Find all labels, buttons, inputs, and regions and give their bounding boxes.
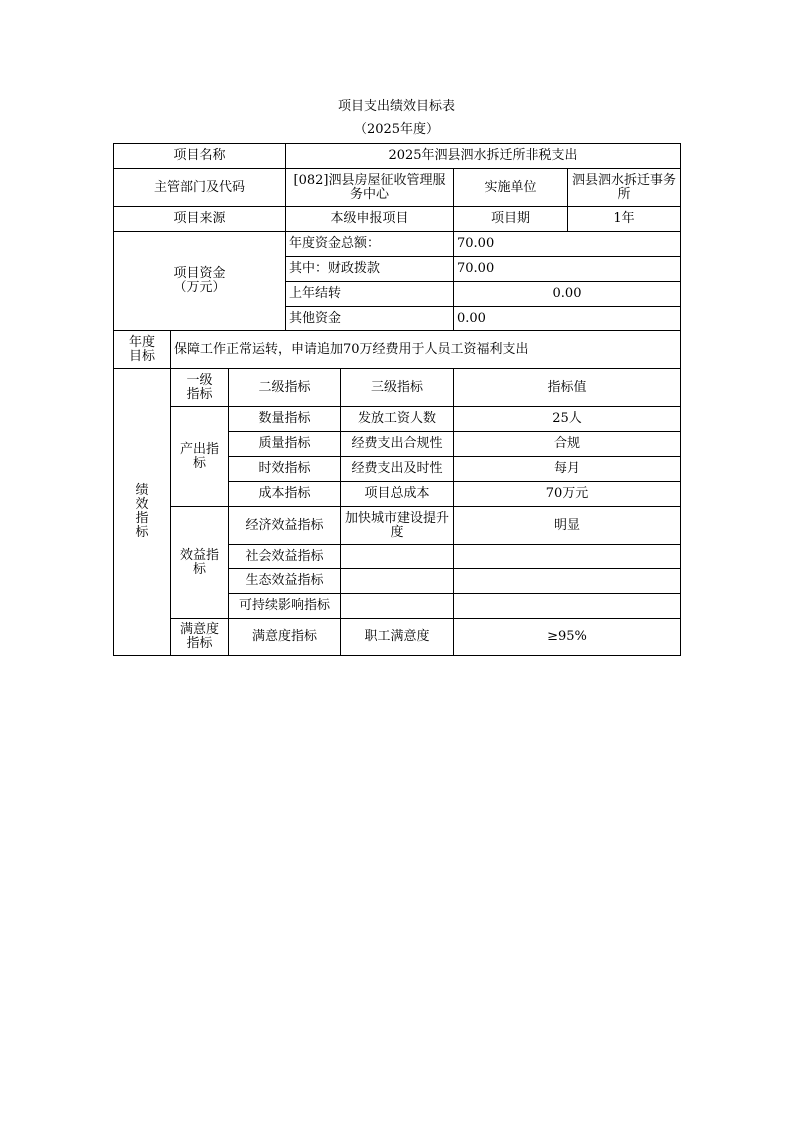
indicator-header-row [114,369,681,407]
implementing-unit-value: 泗县泗水拆迁事务所 [568,169,681,207]
indicator-level3: 项目总成本 [341,482,454,507]
indicator-value: 25人 [454,407,681,432]
annual-goal-label [114,331,171,369]
performance-target-table [113,143,681,656]
indicator-level3: 加快城市建设提升度 [341,507,454,545]
indicator-value-empty [454,545,681,569]
project-name-row [114,144,681,169]
indicator-level3: 经费支出及时性 [341,457,454,482]
indicator-level3-empty [341,594,454,619]
indicator-row [114,507,681,545]
funds-label-text: 项目资金（万元） [173,266,226,295]
funds-item-value: 0.00 [454,282,681,307]
funds-label [114,232,286,331]
indicator-level3: 发放工资人数 [341,407,454,432]
department-row [114,169,681,207]
indicator-level2: 质量指标 [229,432,341,457]
project-period-value: 1年 [568,207,681,232]
group-benefit-label [171,507,229,619]
indicator-value: 合规 [454,432,681,457]
header-level1 [171,369,229,407]
funds-item-label: 年度资金总额： [286,232,454,257]
project-period-label: 项目期 [454,207,568,232]
indicator-row [114,619,681,656]
header-level1-text: 一级指标 [186,372,213,402]
indicator-value: 70万元 [454,482,681,507]
indicator-level2: 满意度指标 [229,619,341,656]
indicator-level2: 成本指标 [229,482,341,507]
funds-row [114,232,681,257]
performance-label [114,369,171,656]
group-benefit-label-text: 效益指标 [179,547,219,577]
funds-item-label: 其他资金 [286,307,454,331]
project-source-row [114,207,681,232]
department-label: 主管部门及代码 [114,169,286,207]
funds-item-label: 其中：财政拨款 [286,257,454,282]
indicator-level3-empty [341,569,454,594]
document-subtitle: （2025年度） [353,122,440,137]
indicator-level3: 职工满意度 [341,619,454,656]
header-level3: 三级指标 [341,369,454,407]
department-value: [082]泗县房屋征收管理服务中心 [286,169,454,207]
annual-goal-text: 保障工作正常运转，申请追加70万经费用于人员工资福利支出 [171,331,681,369]
group-output-label [171,407,229,507]
document-title: 项目支出绩效目标表 [337,99,455,114]
indicator-level2: 时效指标 [229,457,341,482]
funds-item-value: 70.00 [454,257,681,282]
project-source-label: 项目来源 [114,207,286,232]
project-source-value: 本级申报项目 [286,207,454,232]
indicator-level2: 经济效益指标 [229,507,341,545]
indicator-level2: 社会效益指标 [229,545,341,569]
funds-item-value: 0.00 [454,307,681,331]
indicator-value: ≥95% [454,619,681,656]
indicator-row [114,407,681,432]
group-satisfaction-label-text: 满意度指标 [179,622,219,651]
performance-label-text: 绩效指标 [135,483,149,540]
indicator-value: 每月 [454,457,681,482]
indicator-level2: 生态效益指标 [229,569,341,594]
funds-item-label: 上年结转 [286,282,454,307]
header-value: 指标值 [454,369,681,407]
indicator-level2: 数量指标 [229,407,341,432]
annual-goal-label-text: 年度目标 [128,334,155,364]
indicator-level3-empty [341,545,454,569]
project-name-value: 2025年泗县泗水拆迁所非税支出 [286,144,681,169]
funds-item-value: 70.00 [454,232,681,257]
indicator-level3: 经费支出合规性 [341,432,454,457]
indicator-value: 明显 [454,507,681,545]
indicator-level2: 可持续影响指标 [229,594,341,619]
indicator-value-empty [454,594,681,619]
indicator-value-empty [454,569,681,594]
implementing-unit-label: 实施单位 [454,169,568,207]
project-name-label: 项目名称 [114,144,286,169]
group-output-label-text: 产出指标 [179,441,219,471]
header-level2: 二级指标 [229,369,341,407]
group-satisfaction-label [171,619,229,656]
annual-goal-row [114,331,681,369]
